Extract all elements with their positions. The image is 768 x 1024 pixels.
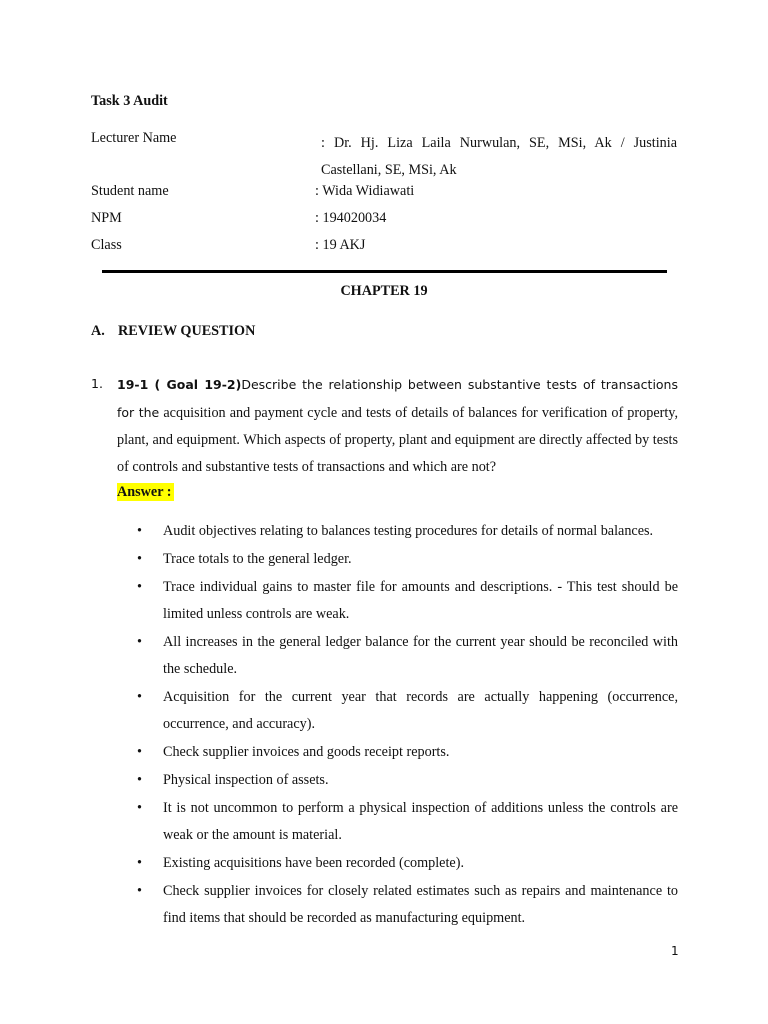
list-item: • Physical inspection of assets. xyxy=(137,767,678,794)
bullet-icon: • xyxy=(137,772,142,788)
question-number: 1. xyxy=(91,376,103,391)
section-letter: A. xyxy=(91,323,105,339)
question-first-line: Describe the relationship between substantive tests of transactions for the xyxy=(117,377,678,420)
list-item: • Check supplier invoices and goods receipt reports. xyxy=(137,739,678,766)
answer-label: Answer : xyxy=(117,484,172,500)
list-item: • All increases in the general ledger balance for the current year should be reconciled with the schedule. xyxy=(137,629,678,683)
bullet-icon: • xyxy=(137,689,142,705)
question-body: acquisition and payment cycle and tests of details of balances for verification of property, plant, and equipment. Which aspects of property, plant and equipment are directly affected by tests of controls and substantive tests of transactions and which are not? xyxy=(117,405,679,475)
section-heading xyxy=(91,323,255,340)
bullet-icon: • xyxy=(137,634,142,650)
lecturer-value-line1: : Dr. Hj. Liza Laila Nurwulan, SE, MSi, Ak / Justinia xyxy=(321,135,677,151)
bullet-icon: • xyxy=(137,579,142,595)
page-number: 1 xyxy=(671,944,679,958)
list-item: • Trace totals to the general ledger. xyxy=(137,546,678,573)
class-value: : 19 AKJ xyxy=(315,237,366,253)
npm-value: : 194020034 xyxy=(315,210,387,226)
bullet-icon: • xyxy=(137,883,142,899)
horizontal-divider xyxy=(102,270,667,273)
list-item: • It is not uncommon to perform a physical inspection of additions unless the controls are weak or the amount is material. xyxy=(137,795,678,849)
list-item: • Trace individual gains to master file for amounts and descriptions. - This test should be limited unless controls are weak. xyxy=(137,574,678,628)
bullet-icon: • xyxy=(137,744,142,760)
class-label: Class xyxy=(91,237,122,253)
bullet-icon: • xyxy=(137,551,142,567)
npm-label: NPM xyxy=(91,210,122,226)
chapter-heading: CHAPTER 19 xyxy=(340,283,428,299)
list-item: • Acquisition for the current year that records are actually happening (occurrence, occurrence, and accuracy). xyxy=(137,684,678,738)
lecturer-label: Lecturer Name xyxy=(91,130,177,146)
student-label: Student name xyxy=(91,183,169,199)
bullet-icon: • xyxy=(137,800,142,816)
question-code: 19-1 ( Goal 19-2) xyxy=(117,377,242,392)
question-text xyxy=(117,371,678,481)
document-title: Task 3 Audit xyxy=(91,93,168,109)
lecturer-value-line2: Castellani, SE, MSi, Ak xyxy=(321,162,457,178)
student-value: : Wida Widiawati xyxy=(315,183,415,199)
list-item: • Audit objectives relating to balances testing procedures for details of normal balances. xyxy=(137,518,678,545)
lecturer-value xyxy=(321,130,677,184)
list-item: • Check supplier invoices for closely related estimates such as repairs and maintenance to find items that should be recorded as manufacturing equipment. xyxy=(137,878,678,932)
bullet-icon: • xyxy=(137,855,142,871)
list-item: • Existing acquisitions have been recorded (complete). xyxy=(137,850,678,877)
answer-bullet-list xyxy=(137,518,678,933)
section-title: REVIEW QUESTION xyxy=(118,323,256,339)
bullet-icon: • xyxy=(137,523,142,539)
